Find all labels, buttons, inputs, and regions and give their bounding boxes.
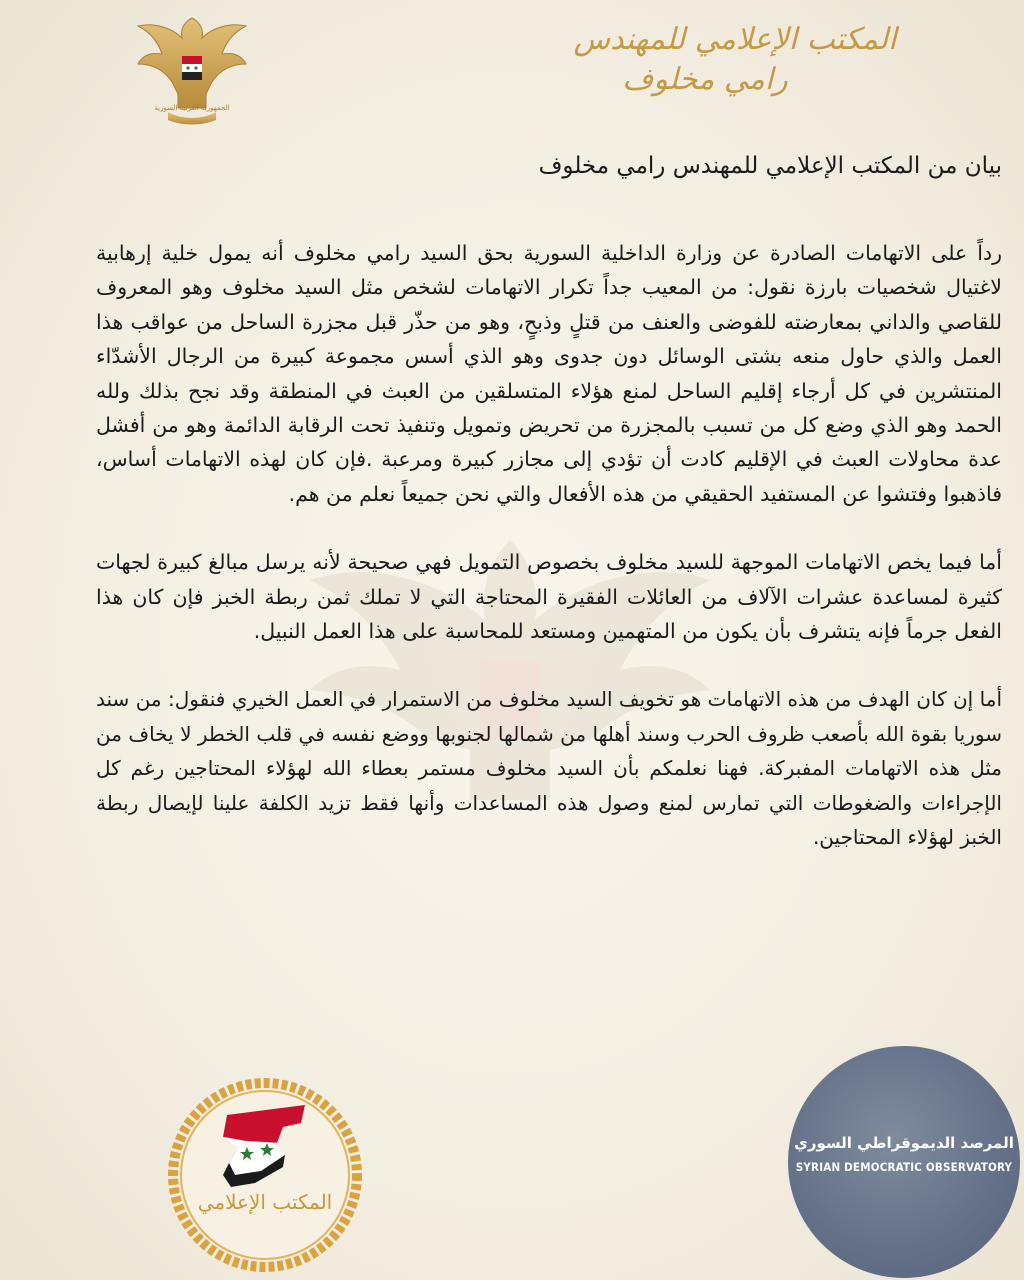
- syrian-eagle-emblem-icon: [132, 12, 252, 130]
- emblem-caption: الجمهورية العربية السورية: [154, 104, 230, 112]
- statement-paragraph-3: أما إن كان الهدف من هذه الاتهامات هو تخويف السيد مخلوف من الاستمرار في العمل الخيري فنقول: من سند سوريا بقوة الله بأصعب ظروف الحرب وسند أهلها من شمالها لجنوبها ووضع نفسه في قلب الخطر لا يخاف من مثل هذه الاتهامات المفبركة. فهنا نعلمكم بأن السيد مخلوف مستمر بعطاء الله لهؤلاء المحتاجين رغم كل الإجراءات والضغوطات التي تمارس لمنع وصول هذه المساعدات وأنها فقط تزيد الكلفة علينا لإيصال ربطة الخبز لهؤلاء المحتاجين.: [96, 687, 1002, 850]
- observatory-arabic-name: المرصد الديموقراطي السوري: [794, 1134, 1014, 1152]
- office-logo-line1: المكتب الإعلامي للمهندس: [573, 22, 897, 57]
- office-logo-line2: رامي مخلوف: [622, 62, 788, 97]
- statement-paragraph-1: رداً على الاتهامات الصادرة عن وزارة الداخلية السورية بحق السيد رامي مخلوف أنه يمول خلية إرهابية لاغتيال شخصيات بارزة نقول: من المعيب جداً تكرار الاتهامات لشخص مثل السيد مخلوف وهو المعروف للقاصي والداني بمعارضته للفوضى والعنف من قتلٍ وذبحٍ، وهو من حذّر قبل مجزرة الساحل من عواقب هذا العمل والذي حاول منعه بشتى الوسائل دون جدوى وهو الذي أسس مجموعة كبيرة من الرجال الأشدّاء المنتشرين في كل أرجاء إقليم الساحل لمنع هؤلاء المتسلقين من العبث في المنطقة وقد نجح بذلك ولله الحمد وهو الذي وضع كل من تسبب بالمجزرة من تحريض وتمويل وتنفيذ تحت الرقابة الدائمة وهو من أفشل عدة محاولات العبث في الإقليم كادت أن تؤدي إلى مجازر كبيرة ومرعبة .فإن كان لهذه الاتهامات أساس، فاذهبوا وفتشوا عن المستفيد الحقيقي من هذه الأفعال والتي نحن جميعاً نعلم من هم.: [96, 241, 1002, 506]
- statement-heading: بيان من المكتب الإعلامي للمهندس رامي مخلوف: [538, 153, 1002, 179]
- observatory-english-name: SYRIAN DEMOCRATIC OBSERVATORY: [795, 1160, 1013, 1174]
- media-office-logo: [570, 20, 900, 130]
- seal-text: المكتب الإعلامي: [197, 1190, 333, 1214]
- observatory-watermark-badge: [788, 1046, 1020, 1278]
- statement-paragraph-2: أما فيما يخص الاتهامات الموجهة للسيد مخلوف بخصوص التمويل فهي صحيحة لأنه يرسل مبالغ كبيرة لجهات كثيرة لمساعدة عشرات الآلاف من العائلات الفقيرة المحتاجة التي لا تملك ثمن ربطة الخبز فإن كان هذا الفعل جرماً فإنه يتشرف بأن يكون من المتهمين ومستعد للمحاسبة على هذا العمل النبيل.: [96, 550, 1002, 644]
- media-office-seal-icon: [165, 1075, 365, 1275]
- statement-body: [96, 148, 1002, 889]
